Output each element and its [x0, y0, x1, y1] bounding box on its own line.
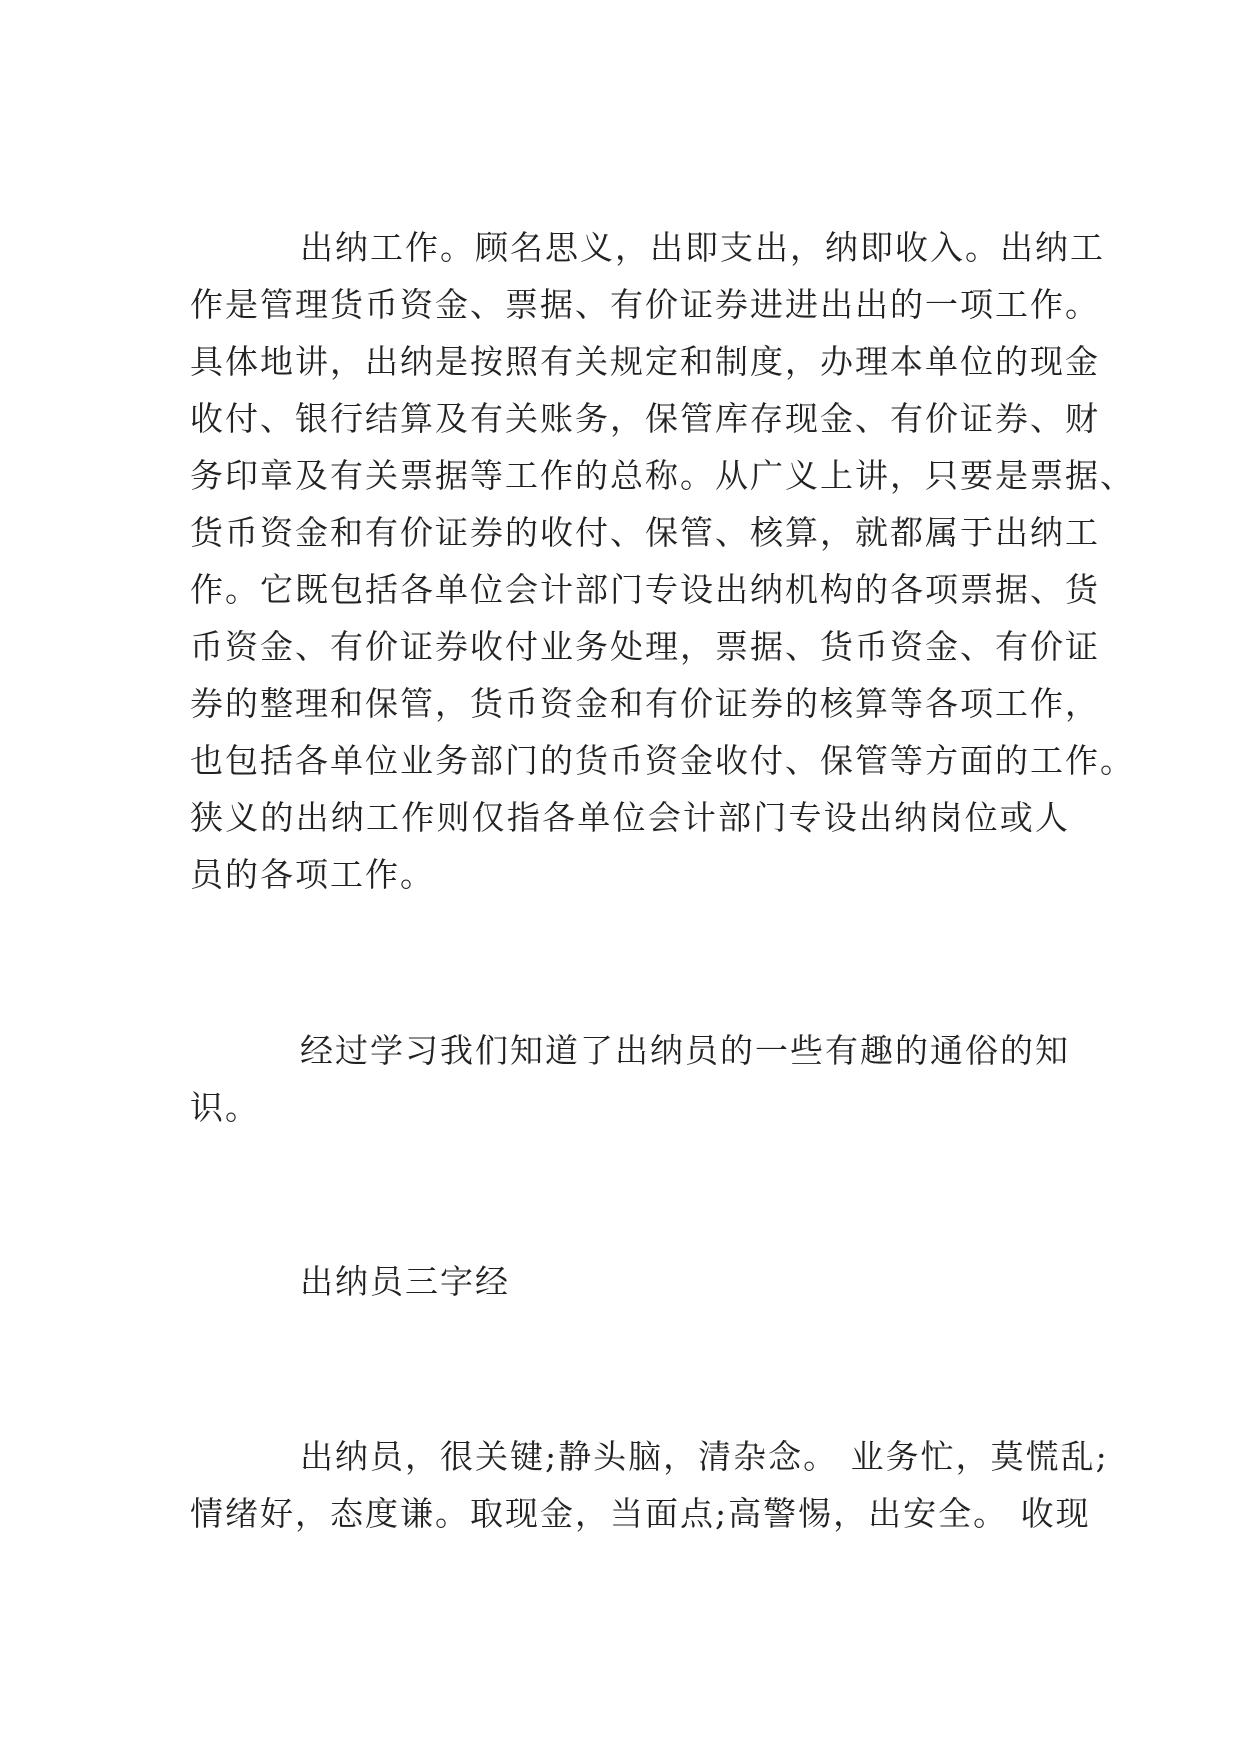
- section-heading: 出纳员三字经: [300, 1262, 510, 1301]
- paragraph-1-line-3: 具体地讲，出纳是按照有关规定和制度，办理本单位的现金: [190, 342, 1100, 381]
- paragraph-2-line-2: 识。: [190, 1088, 260, 1127]
- paragraph-1-line-2: 作是管理货币资金、票据、有价证券进进出出的一项工作。: [190, 285, 1100, 324]
- paragraph-1-line-4: 收付、银行结算及有关账务，保管库存现金、有价证券、财: [190, 399, 1100, 438]
- paragraph-2-line-1: 经过学习我们知道了出纳员的一些有趣的通俗的知: [300, 1031, 1070, 1070]
- paragraph-1-line-1: 出纳工作。顾名思义，出即支出，纳即收入。出纳工: [300, 228, 1105, 267]
- paragraph-3-line-1: 出纳员，很关键;静头脑，清杂念。 业务忙，莫慌乱;: [300, 1437, 1109, 1476]
- paragraph-1-line-8: 币资金、有价证券收付业务处理，票据、货币资金、有价证: [190, 627, 1100, 666]
- paragraph-1-line-5: 务印章及有关票据等工作的总称。从广义上讲，只要是票据、: [190, 456, 1135, 495]
- paragraph-1-line-7: 作。它既包括各单位会计部门专设出纳机构的各项票据、货: [190, 570, 1100, 609]
- paragraph-1-line-6: 货币资金和有价证券的收付、保管、核算，就都属于出纳工: [190, 513, 1100, 552]
- paragraph-1-line-12: 员的各项工作。: [190, 855, 435, 894]
- paragraph-3-line-2: 情绪好，态度谦。取现金，当面点;高警惕，出安全。 收现: [190, 1494, 1091, 1533]
- paragraph-1-line-10: 也包括各单位业务部门的货币资金收付、保管等方面的工作。: [190, 741, 1135, 780]
- paragraph-1-line-11: 狭义的出纳工作则仅指各单位会计部门专设出纳岗位或人: [190, 798, 1070, 837]
- paragraph-1-line-9: 券的整理和保管，货币资金和有价证券的核算等各项工作，: [190, 684, 1100, 723]
